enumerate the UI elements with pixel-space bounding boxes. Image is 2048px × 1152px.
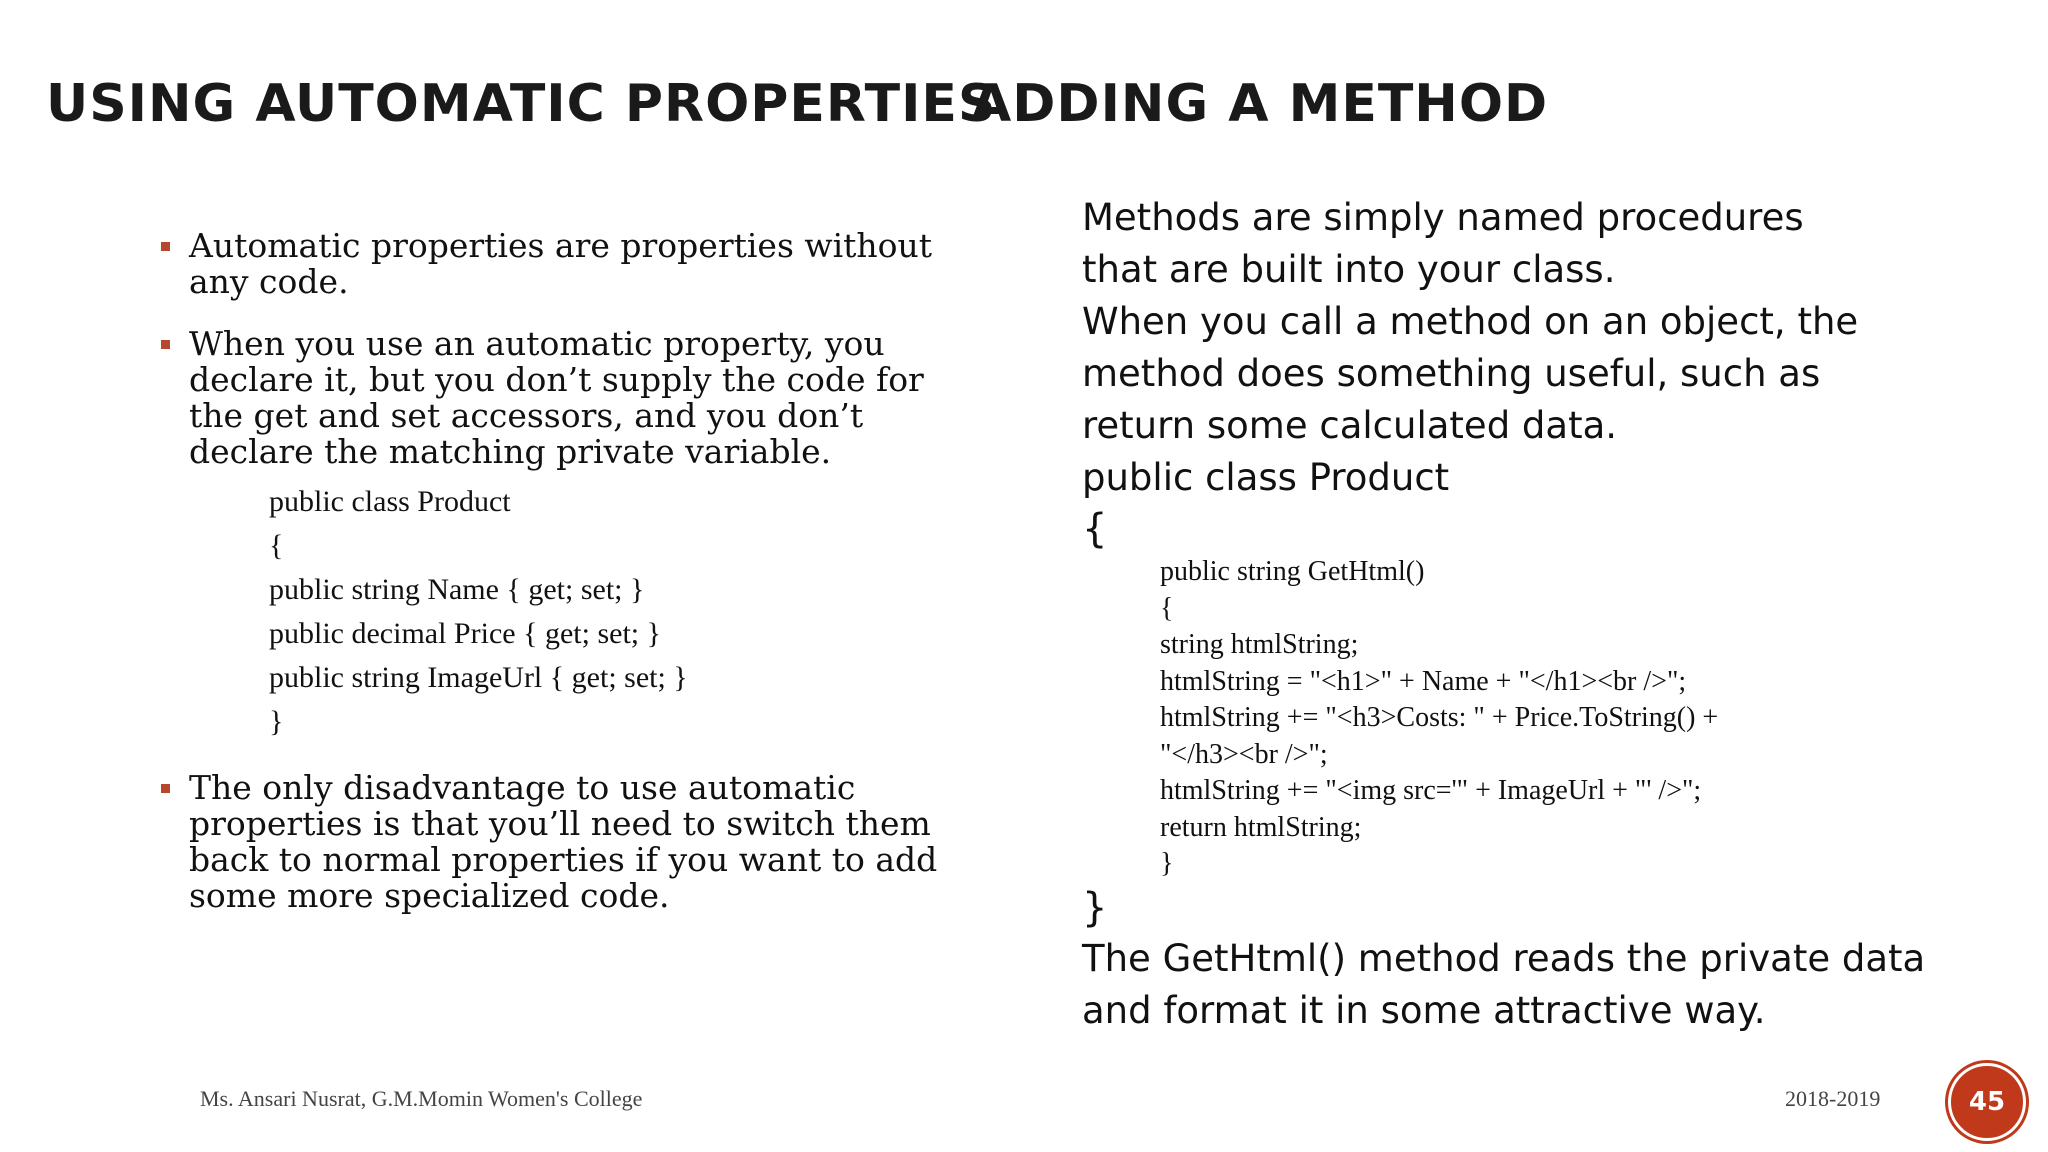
code-line: public string GetHtml() xyxy=(1160,556,1425,587)
text-line: that are built into your class. xyxy=(1082,248,1616,291)
bullet-item xyxy=(155,326,955,744)
text-line: Methods are simply named procedures xyxy=(1082,196,1804,239)
text-line: method does something useful, such as xyxy=(1082,352,1821,395)
bullet-text: Automatic properties are properties without any code. xyxy=(189,226,933,301)
text-line: public class Product xyxy=(1082,456,1450,499)
close-brace: } xyxy=(1082,884,1108,931)
code-line: htmlString += "<img src='" + ImageUrl + "' />"; xyxy=(1160,775,1702,806)
code-line: htmlString += "<h3>Costs: " + Price.ToString() + xyxy=(1160,702,1719,733)
code-line: public string Name { get; set; } xyxy=(269,573,645,606)
code-line: { xyxy=(269,529,284,562)
open-brace: { xyxy=(1082,506,1108,552)
code-line: public decimal Price { get; set; } xyxy=(269,617,662,650)
slide-title-left: USING AUTOMATIC PROPERTIES xyxy=(46,74,997,134)
bullet-marker-icon xyxy=(161,784,170,793)
code-line: { xyxy=(1160,592,1174,624)
left-bullet-list xyxy=(155,228,955,940)
bullet-marker-icon xyxy=(161,340,170,349)
left-code-block xyxy=(269,480,955,744)
bullet-text: When you use an automatic property, you declare it, but you don’t supply the code for the get and set accessors, and you don’t declare the matching private variable. xyxy=(189,324,924,471)
bullet-item xyxy=(155,770,955,914)
text-line: When you call a method on an object, the xyxy=(1082,300,1859,343)
text-line: The GetHtml() method reads the private data xyxy=(1082,936,1926,980)
code-line: string htmlString; xyxy=(1160,629,1359,660)
right-code-block xyxy=(1160,554,2022,883)
text-line: return some calculated data. xyxy=(1082,404,1618,447)
bullet-marker-icon xyxy=(161,242,170,251)
code-line: htmlString = "<h1>" + Name + "</h1><br />"; xyxy=(1160,665,1687,697)
page-number-badge: 45 xyxy=(1948,1063,2026,1141)
slide-title-right: ADDING A METHOD xyxy=(971,74,1549,134)
bullet-item xyxy=(155,228,955,300)
code-line: } xyxy=(1160,848,1174,879)
code-line: return htmlString; xyxy=(1160,811,1362,843)
footer-year: 2018-2019 xyxy=(1785,1086,1881,1111)
footer-author: Ms. Ansari Nusrat, G.M.Momin Women's College xyxy=(200,1086,643,1111)
code-line: "</h3><br />"; xyxy=(1160,738,1328,770)
code-line: } xyxy=(269,705,284,738)
text-line: and format it in some attractive way. xyxy=(1082,988,1766,1032)
code-line: public string ImageUrl { get; set; } xyxy=(269,661,688,694)
code-line: public class Product xyxy=(269,485,511,518)
bullet-text: The only disadvantage to use automatic properties is that you’ll need to switch them back to normal properties if you want to add some more specialized code. xyxy=(189,768,938,915)
method-description xyxy=(1082,192,2022,1037)
